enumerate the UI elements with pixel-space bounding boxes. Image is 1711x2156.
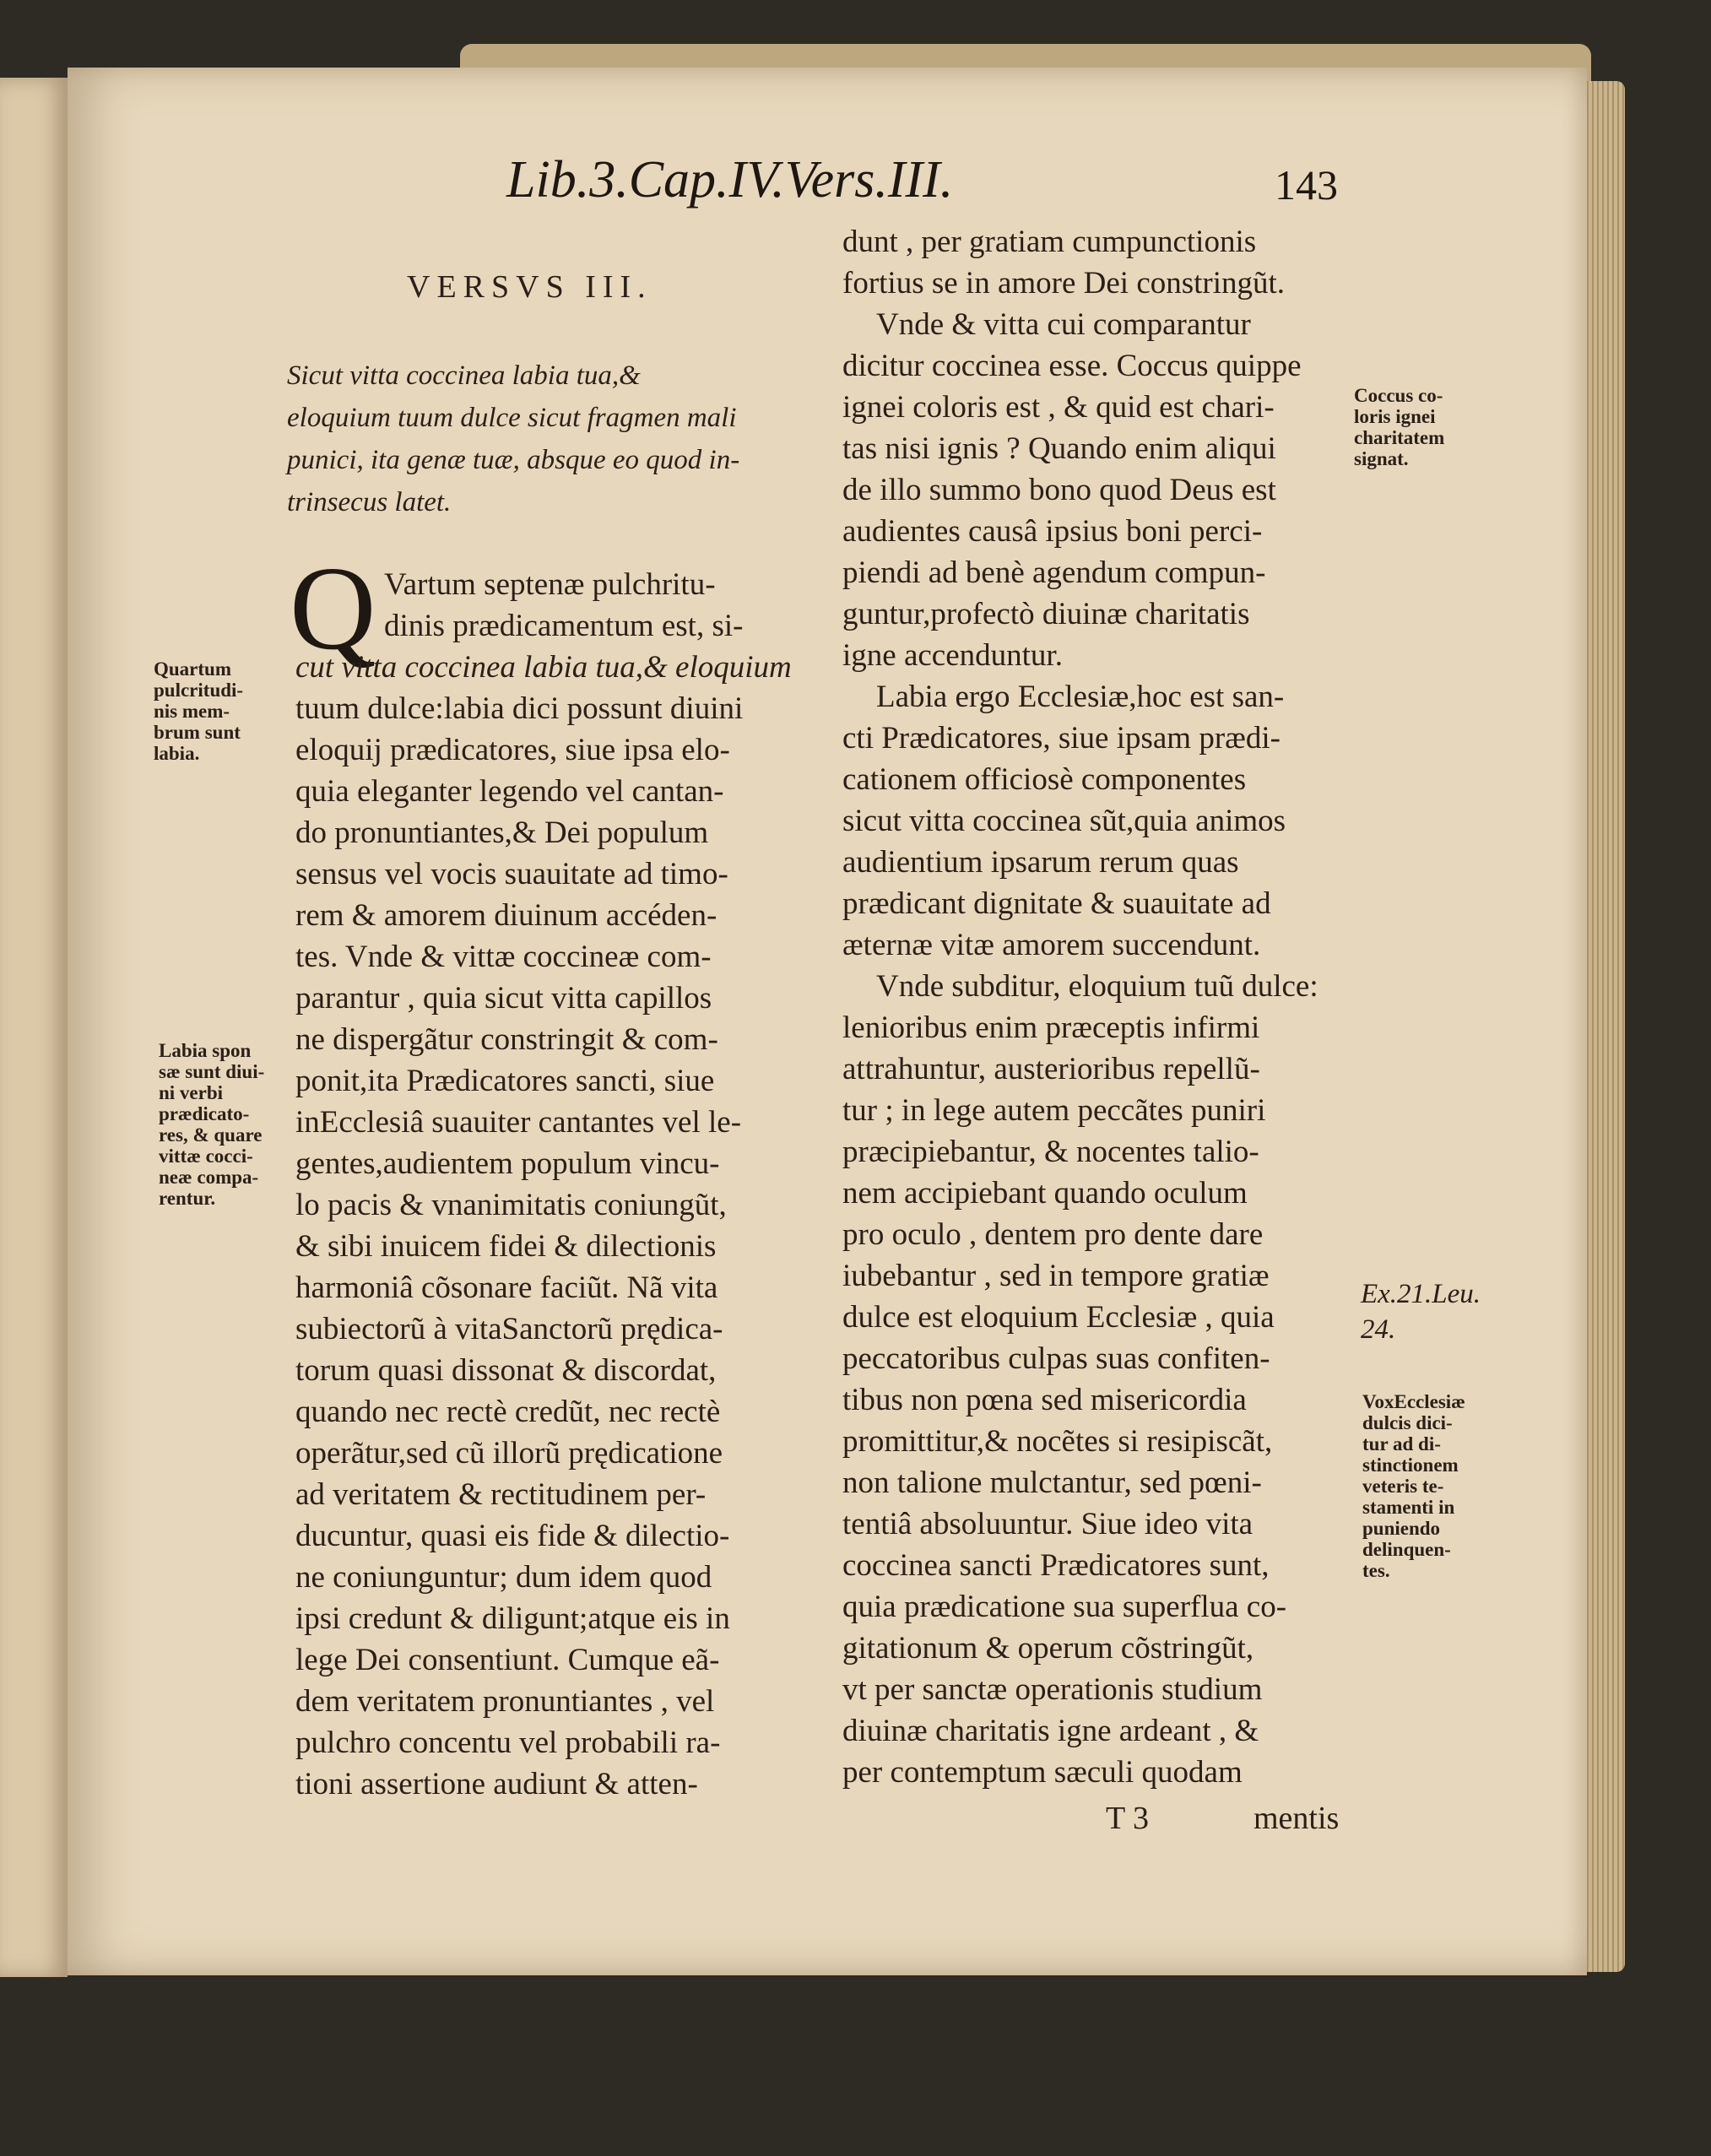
text-line: coccinea sancti Prædicatores sunt, <box>842 1548 1270 1583</box>
text-line: tentiâ absoluuntur. Siue ideo vita <box>842 1507 1253 1541</box>
text-line: igne accenduntur. <box>842 638 1063 673</box>
text-line: rem & amorem diuinum accéden- <box>295 898 717 933</box>
margin-note-line: brum sunt <box>154 722 241 743</box>
margin-note-line: delinquen- <box>1362 1539 1451 1560</box>
text-line: æternæ vitæ amorem succendunt. <box>842 928 1261 962</box>
text-line: audientes causâ ipsius boni perci- <box>842 514 1263 549</box>
margin-note-line: puniendo <box>1362 1518 1441 1539</box>
text-line: subiectorũ à vitaSanctorũ prędica- <box>295 1312 723 1346</box>
text-line: quia prædicatione sua superflua co- <box>842 1590 1287 1624</box>
text-line: harmoniâ cõsonare faciũt. Nã vita <box>295 1270 718 1305</box>
text-line: pulchro concentu vel probabili ra- <box>295 1725 721 1760</box>
text-line: inEcclesiâ suauiter cantantes vel le- <box>295 1105 742 1140</box>
margin-note-line: veteris te- <box>1362 1476 1444 1497</box>
text-line: iubebantur , sed in tempore gratiæ <box>842 1259 1270 1293</box>
text-line: lenioribus enim præceptis infirmi <box>842 1010 1260 1045</box>
margin-note-line: dulcis dici- <box>1362 1412 1453 1433</box>
running-head: Lib.3.Cap.IV.Vers.III. <box>506 151 954 209</box>
text-line: ad veritatem & rectitudinem per- <box>295 1477 707 1512</box>
text-line: dem veritatem pronuntiantes , vel <box>295 1684 715 1719</box>
text-line: diuinæ charitatis igne ardeant , & <box>842 1714 1259 1748</box>
signature-mark: T 3 <box>1106 1801 1150 1836</box>
margin-note-line: VoxEcclesiæ <box>1362 1391 1465 1412</box>
text-line: ignei coloris est , & quid est chari- <box>842 390 1275 425</box>
margin-note-line: loris ignei <box>1354 406 1436 427</box>
margin-note-line: tes. <box>1362 1560 1390 1581</box>
text-line: cti Prædicatores, siue ipsam prædi- <box>842 721 1281 756</box>
margin-note-line: Ex.21.Leu. <box>1361 1279 1481 1309</box>
text-line: sicut vitta coccinea sũt,quia animos <box>842 804 1286 838</box>
margin-note-vox <box>1362 1391 1465 1581</box>
text-line: quia eleganter legendo vel cantan- <box>295 774 724 809</box>
verse-line: Sicut vitta coccinea labia tua,& <box>287 360 641 391</box>
text-line: fortius se in amore Dei constringũt. <box>842 266 1286 301</box>
text-line: non talione mulctantur, sed pœni- <box>842 1465 1262 1500</box>
text-line: ponit,ita Prædicatores sancti, siue <box>295 1064 715 1098</box>
text-line: dicitur coccinea esse. Coccus quippe <box>842 349 1302 383</box>
text-line: & sibi inuicem fidei & dilectionis <box>295 1229 717 1264</box>
text-line: ducuntur, quasi eis fide & dilectio- <box>295 1519 730 1553</box>
text-line: quando nec rectè credũt, nec rectè <box>295 1395 721 1429</box>
margin-note-line: nis mem- <box>154 701 230 722</box>
text-line: tur ; in lege autem peccãtes puniri <box>842 1093 1266 1128</box>
text-line: de illo summo bono quod Deus est <box>842 473 1276 507</box>
margin-note-line: signat. <box>1354 448 1409 469</box>
text-line: parantur , quia sicut vitta capillos <box>295 981 712 1016</box>
text-line: ne dispergãtur constringit & com- <box>295 1022 718 1057</box>
text-line: cationem officiosè componentes <box>842 762 1247 797</box>
margin-note-line: neæ compa- <box>159 1167 259 1188</box>
page-number: 143 <box>1275 161 1338 209</box>
text-line: piendi ad benè agendum compun- <box>842 555 1266 590</box>
margin-note-line: stinctionem <box>1362 1454 1459 1476</box>
text-line: nem accipiebant quando oculum <box>842 1176 1248 1211</box>
margin-note-line: charitatem <box>1354 427 1445 448</box>
margin-note-quartum <box>154 658 243 764</box>
text-line: sensus vel vocis suauitate ad timo- <box>295 857 728 891</box>
text-line: Vartum septenæ pulchritu- <box>384 567 716 602</box>
margin-note-scripture-reference <box>1361 1276 1481 1347</box>
verse-line: eloquium tuum dulce sicut fragmen mali <box>287 403 737 433</box>
text-line: lo pacis & vnanimitatis coniungũt, <box>295 1188 727 1222</box>
verse-line: trinsecus latet. <box>287 487 452 517</box>
margin-note-line: stamenti in <box>1362 1497 1455 1518</box>
margin-note-line: prædicato- <box>159 1103 250 1124</box>
margin-note-line: pulcritudi- <box>154 680 244 701</box>
text-line: audientium ipsarum rerum quas <box>842 845 1239 880</box>
drop-cap: Q <box>290 541 376 674</box>
text-line: gentes,audientem populum vincu- <box>295 1146 720 1181</box>
section-heading: VERSVS III. <box>407 269 652 305</box>
margin-note-labia <box>159 1040 264 1209</box>
margin-note-line: Quartum <box>154 658 231 680</box>
margin-note-line: ni verbi <box>159 1082 224 1103</box>
verse-text <box>287 355 802 523</box>
facing-page-edge <box>0 78 68 1977</box>
margin-note-line: vittæ cocci- <box>159 1146 253 1167</box>
text-line: tibus non pœna sed misericordia <box>842 1383 1247 1417</box>
text-line: Vnde subditur, eloquium tuũ dulce: <box>876 969 1318 1004</box>
text-line: ne coniunguntur; dum idem quod <box>295 1560 712 1595</box>
margin-note-line: Coccus co- <box>1354 385 1443 406</box>
text-line: Labia ergo Ecclesiæ,hoc est san- <box>876 680 1285 714</box>
text-line: dinis prædicamentum est, si- <box>384 609 744 643</box>
text-line: per contemptum sæculi quodam <box>842 1755 1243 1790</box>
text-line: cut vitta coccinea labia tua,& eloquium <box>295 650 792 685</box>
text-line: Vnde & vitta cui comparantur <box>876 307 1251 342</box>
text-line: lege Dei consentiunt. Cumque eã- <box>295 1643 720 1677</box>
text-line: operãtur,sed cũ illorũ prędicatione <box>295 1436 723 1471</box>
text-line: guntur,profectò diuinæ charitatis <box>842 597 1250 631</box>
text-line: pro oculo , dentem pro dente dare <box>842 1217 1264 1252</box>
text-line: promittitur,& nocẽtes si resipiscãt, <box>842 1424 1273 1459</box>
text-line: dulce est eloquium Ecclesiæ , quia <box>842 1300 1275 1335</box>
text-line: gitationum & operum cõstringũt, <box>842 1631 1254 1666</box>
text-line: do pronuntiantes,& Dei populum <box>295 815 709 850</box>
margin-note-line: labia. <box>154 743 200 764</box>
left-column <box>295 564 810 1805</box>
verse-line: punici, ita genæ tuæ, absque eo quod in- <box>287 445 740 475</box>
catchword: mentis <box>1253 1801 1340 1836</box>
text-line: peccatoribus culpas suas confiten- <box>842 1341 1270 1376</box>
text-line: præcipiebantur, & nocentes talio- <box>842 1135 1259 1169</box>
text-line: prædicant dignitate & suauitate ad <box>842 886 1271 921</box>
text-line: tuum dulce:labia dici possunt diuini <box>295 691 744 726</box>
text-line: ipsi credunt & diligunt;atque eis in <box>295 1601 730 1636</box>
right-column <box>842 221 1364 1793</box>
text-line: vt per sanctæ operationis studium <box>842 1672 1263 1707</box>
text-line: torum quasi dissonat & discordat, <box>295 1353 717 1388</box>
margin-note-line: rentur. <box>159 1188 216 1209</box>
text-line: attrahuntur, austerioribus repellũ- <box>842 1052 1260 1086</box>
text-line: eloquij prædicatores, siue ipsa elo- <box>295 733 730 767</box>
margin-note-line: res, & quare <box>159 1124 263 1146</box>
margin-note-line: 24. <box>1361 1314 1396 1345</box>
margin-note-coccus <box>1354 385 1444 469</box>
text-line: tas nisi ignis ? Quando enim aliqui <box>842 431 1276 466</box>
text-line: tes. Vnde & vittæ coccineæ com- <box>295 940 712 974</box>
text-line: tioni assertione audiunt & atten- <box>295 1767 698 1801</box>
margin-note-line: Labia spon <box>159 1040 252 1061</box>
text-line: dunt , per gratiam cumpunctionis <box>842 225 1257 259</box>
margin-note-line: tur ad di- <box>1362 1433 1441 1454</box>
margin-note-line: sæ sunt diui- <box>159 1061 265 1082</box>
